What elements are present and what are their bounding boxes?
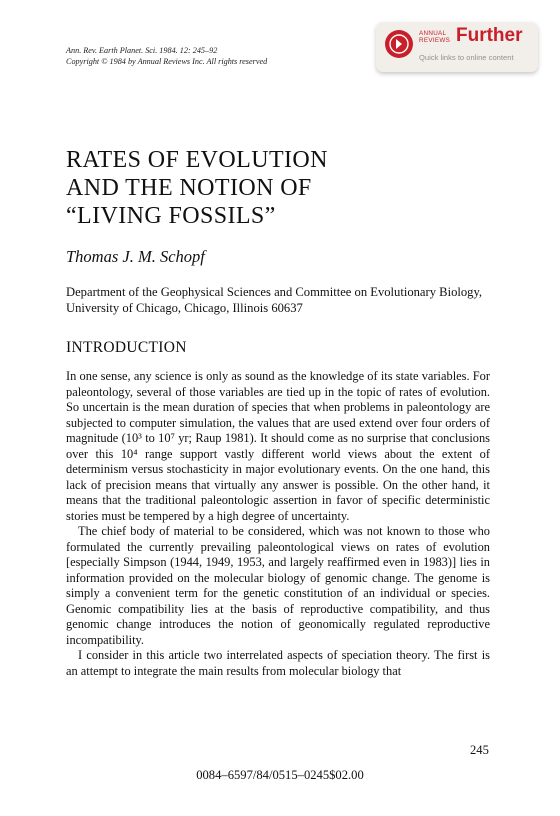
author-affiliation: Department of the Geophysical Sciences and Committee on Evolutionary Biology, University of Chicago, Chicago, Illinois 60637 (66, 285, 483, 315)
copyright-line: Copyright © 1984 by Annual Reviews Inc. All rights reserved (66, 57, 268, 66)
title-line: RATES OF EVOLUTION (66, 147, 328, 173)
logo-reviews: REVIEWS (419, 36, 451, 44)
arrow-right-icon (385, 30, 413, 58)
quick-links-tagline: Quick links to online content (419, 53, 514, 62)
title-line: AND THE NOTION OF (66, 175, 312, 201)
article-body (66, 369, 490, 679)
body-paragraph: The chief body of material to be considered, which was not known to those who formulated the currently prevailing paleontological views on rates of evolution [especially Simpson (1944, 1949, 1953, and largely reaffirmed even in 1983)] lies in information provided on the molecular biology of genomic change. The genome is simply a convenient term for the genetic constitution of an individual or species. Genomic compatibility lies at the basis of reproductive compatibility, and thus genomic change introduces the notion of geonomically regulated reproductive incompatibility. (66, 524, 490, 647)
title-line: “LIVING FOSSILS” (66, 203, 276, 229)
article-title (66, 146, 328, 230)
logo-annual: ANNUAL (419, 30, 447, 37)
further-links-badge[interactable] (376, 22, 538, 72)
body-paragraph: In one sense, any science is only as sound as the knowledge of its state variables. For paleontology, several of those variables are tied up in the topic of rates of evolution. So uncertain is the mean duration of species that when problems in paleontology are subjected to computer simulation, the values that are used extend over four orders of magnitude (10³ to 10⁷ yr; Raup 1981). It should come as no surprise that conclusions over this 10⁴ range support vastly different world views about the extent of determinism versus stochasticity in major evolutionary events. On the one hand, this lack of precision means that virtually any answer is possible. On the other hand, it means that the traditional paleontologic assertion in favor of specific deterministic stories must be tempered by a high degree of uncertainty. (66, 369, 490, 523)
author-name: Thomas J. M. Schopf (66, 247, 205, 266)
page-number: 245 (470, 743, 489, 757)
annual-reviews-logo-text (419, 31, 450, 44)
body-paragraph: I consider in this article two interrelated aspects of speciation theory. The first is an attempt to integrate the main results from molecular biology that (66, 648, 490, 678)
footer-code: 0084–6597/84/0515–0245$02.00 (196, 768, 364, 782)
section-heading: INTRODUCTION (66, 339, 187, 356)
journal-citation (66, 45, 267, 67)
journal-citation-line: Ann. Rev. Earth Planet. Sci. 1984. 12: 245–92 (66, 46, 218, 55)
further-label: Further (456, 25, 523, 46)
